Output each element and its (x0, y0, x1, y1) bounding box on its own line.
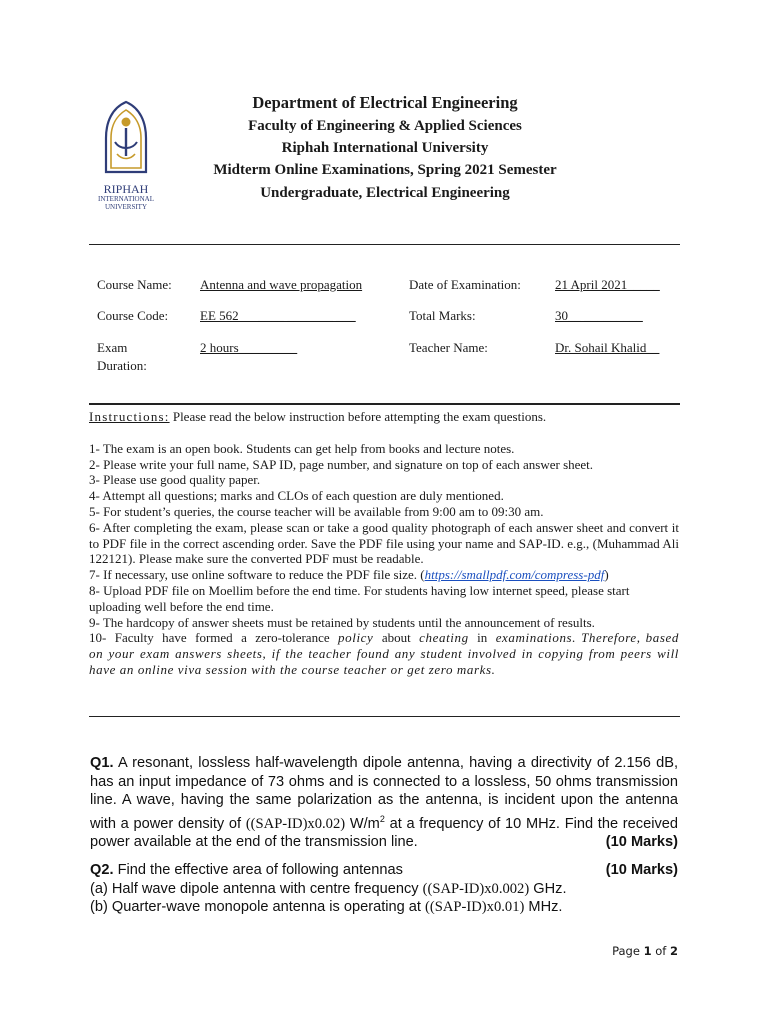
q1-formula: ((SAP-ID)x0.02) (245, 815, 346, 832)
date-label: Date of Examination: (409, 277, 521, 292)
instruction-item: 5- For student’s queries, the course teacher will be available from 9:00 am to 09:30 am. (89, 503, 544, 519)
instruction-10-e: in (477, 630, 488, 646)
divider (89, 244, 680, 245)
course-code-label: Course Code: (97, 308, 169, 323)
page-current: 1 (643, 944, 652, 958)
instructions-intro-text: Please read the below instruction before attempting the exam questions. (172, 409, 547, 424)
q2a-unit: GHz. (533, 880, 567, 897)
logo-subname-1: INTERNATIONAL (98, 195, 154, 203)
university-logo (98, 98, 154, 211)
q2-header (90, 861, 678, 880)
duration-label: Exam (97, 340, 128, 355)
instruction-item (89, 567, 679, 583)
logo-name: RIPHAH (103, 182, 149, 196)
instruction-10-c: about (381, 630, 411, 646)
q2-marks: (10 Marks) (605, 862, 678, 878)
q1-text-a: A resonant, lossless half-wavelength dipole antenna, having a directivity of 2.156 dB, has an input impedance of 73 ohms and is connected to a lossless, 50 ohms transmission line. A wave, having the same polarization as the antenna, is incident upon the antenna with a power density of (90, 755, 678, 832)
page-of-label: of (655, 944, 667, 958)
duration-label-2: Duration: (97, 358, 147, 373)
divider (89, 403, 680, 405)
duration-value: 2 hours_________ (200, 340, 298, 355)
q2b-formula: ((SAP-ID)x0.01) (425, 899, 525, 916)
q1-text-b: at a frequency of 10 MHz. Find the received power available at the end of the transmission line. (90, 815, 678, 851)
teacher-value: Dr. Sohail Khalid__ (555, 340, 660, 355)
instruction-7-text: 7- If necessary, use online software to reduce the PDF file size. ( (89, 567, 425, 583)
course-name-value: Antenna and wave propagation (200, 277, 363, 292)
total-marks-value: 30__ _________ (555, 308, 643, 323)
instruction-item: 4- Attempt all questions; marks and CLOs of each question are duly mentioned. (89, 488, 504, 504)
page-label: Page (612, 944, 640, 958)
q2-label: Q2. (90, 862, 114, 878)
instructions-heading: Instructions: (89, 409, 170, 424)
exam-title: Midterm Online Examinations, Spring 2021 Semester (213, 162, 557, 178)
q1-marks: (10 Marks) (605, 834, 678, 851)
page-total: 2 (669, 944, 678, 958)
logo-subname-2: UNIVERSITY (105, 203, 147, 211)
q1-label: Q1. (90, 755, 114, 771)
faculty-title: Faculty of Engineering & Applied Sciences (248, 118, 522, 134)
department-title: Department of Electrical Engineering (252, 93, 518, 112)
instruction-10-a: 10- Faculty have formed a zero-tolerance (89, 630, 330, 646)
q1-unit: W/m (349, 815, 380, 832)
course-name-label: Course Name: (97, 277, 172, 292)
instruction-10-d: cheating (419, 630, 469, 646)
q2-text: Find the effective area of following antennas (117, 862, 403, 878)
instruction-10-f: examinations. Therefore, based on your exam answers sheets, if the teacher found any student involved in copying from peers will have an online viva session with the course teacher or get zero marks. (89, 630, 679, 677)
instruction-item: 9- The hardcopy of answer sheets must be retained by students until the announcement of results. (89, 614, 595, 630)
page-number (612, 944, 678, 958)
course-code-value: EE 562 ____ _______ ___ (200, 308, 356, 323)
date-value: 21 April 2021_____ (555, 277, 660, 292)
instruction-item: 1- The exam is an open book. Students can get help from books and lecture notes. (89, 440, 515, 456)
crest-icon (100, 98, 152, 178)
university-title: Riphah International University (281, 140, 489, 156)
instruction-item: 6- After completing the exam, please scan or take a good quality photograph of each answer sheet and convert it to PDF file in the correct ascending order. Save the PDF file using your name and SAP-ID. e.g., (Muhammad Ali 122121). Please make sure the converted PDF must be readable. (89, 519, 679, 567)
q2b-unit: MHz. (528, 899, 563, 916)
q1-unit-sup: 2 (379, 813, 385, 824)
total-marks-label: Total Marks: (409, 308, 476, 323)
instruction-10-b: policy (338, 630, 374, 646)
instruction-item (89, 630, 679, 677)
instruction-item: 8- Upload PDF file on Moellim before the end time. For students having low internet speed, please start uploading well before the end time. (89, 582, 630, 614)
q2-part-a (90, 880, 678, 899)
instruction-7-end: ) (604, 567, 609, 583)
teacher-label: Teacher Name: (409, 340, 488, 355)
q2-part-b (90, 898, 678, 917)
compress-pdf-link[interactable]: https://smallpdf.com/compress-pdf (424, 567, 605, 583)
q2a-formula: ((SAP-ID)x0.002) (422, 880, 530, 897)
q2a-text: (a) Half wave dipole antenna with centre frequency (90, 880, 419, 897)
instructions-intro (89, 409, 679, 425)
divider (89, 716, 680, 717)
program-title: Undergraduate, Electrical Engineering (260, 185, 510, 201)
instruction-item: 2- Please write your full name, SAP ID, page number, and signature on top of each answer sheet. (89, 456, 594, 472)
q2b-text: (b) Quarter-wave monopole antenna is operating at (90, 899, 421, 916)
instruction-item: 3- Please use good quality paper. (89, 472, 261, 488)
instructions-block (89, 409, 679, 678)
question-2 (90, 861, 678, 917)
question-1 (90, 754, 678, 852)
